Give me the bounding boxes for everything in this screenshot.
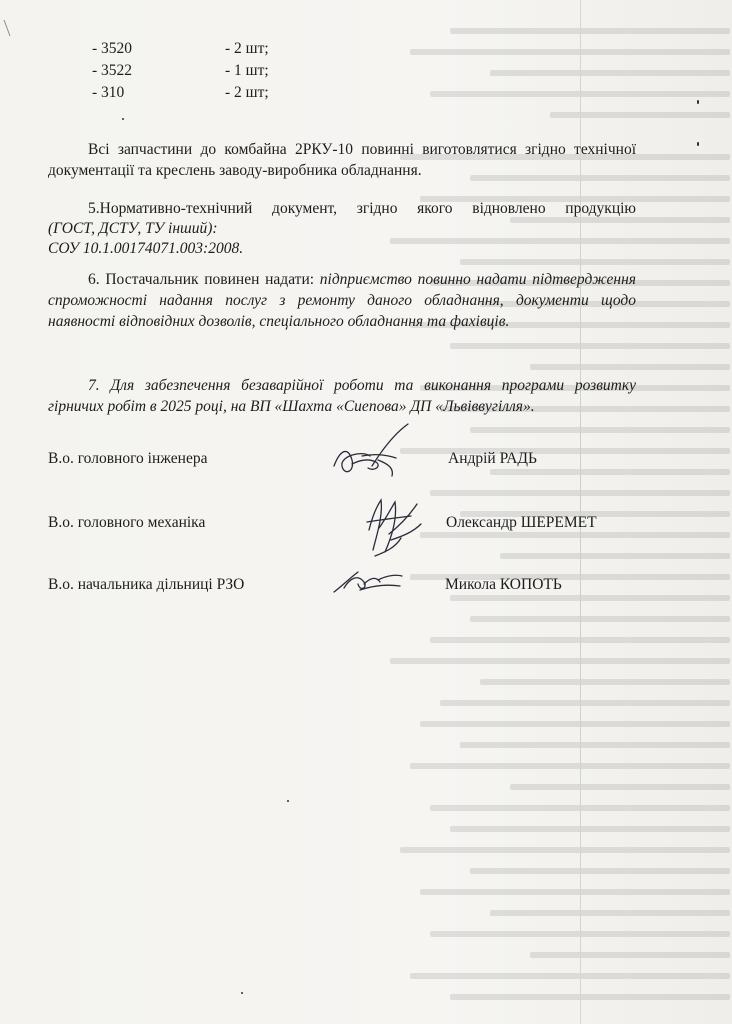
handwritten-signature-2	[355, 490, 445, 570]
signature-name: Андрій РАДЬ	[448, 450, 537, 467]
handwritten-signature-1	[322, 420, 432, 490]
list-item	[92, 61, 392, 81]
section-5-hint: (ГОСТ, ДСТУ, ТУ інший):	[48, 220, 218, 237]
section-7: 7. Для забезпечення безаварійної роботи та виконання програми розвитку гірничих робіт в 2025 році, на ВП «Шахта «Сиепова» ДП «Львіввугілля».	[48, 377, 636, 415]
scan-speck	[122, 118, 124, 120]
part-quantity: - 2 шт;	[225, 40, 269, 57]
part-quantity: - 1 шт;	[225, 62, 269, 79]
section-5-text: 5.Нормативно-технічний документ, згідно якого відновлено продукцію	[88, 200, 636, 217]
part-quantity: - 2 шт;	[225, 84, 269, 101]
scan-speck	[697, 100, 699, 104]
section-6-number: 6. Постачальник повинен надати:	[88, 271, 315, 288]
handwritten-signature-3	[330, 566, 410, 596]
spare-parts-paragraph: Всі запчастини до комбайна 2РКУ-10 повинні виготовлятися згідно технічної документації та креслень заводу-виробника обладнання.	[48, 141, 636, 179]
section-5	[48, 199, 636, 259]
section-6-italic-text: підприємство повинно надати підтвердження спроможності надання послуг з ремонту даного обладнання, документи щодо наявності відповідних дозволів, спеціального обладнання та фахівців.	[48, 271, 636, 330]
part-code: - 3522	[92, 62, 133, 79]
list-item	[92, 39, 392, 59]
scan-speck	[697, 142, 699, 146]
section-5-value: СОУ 10.1.00174071.003:2008.	[48, 240, 244, 257]
signature-name: Олександр ШЕРЕМЕТ	[446, 514, 597, 531]
signature-role: В.о. головного інженера	[48, 450, 208, 467]
signature-role: В.о. головного механіка	[48, 514, 206, 531]
signature-role: В.о. начальника дільниці РЗО	[48, 576, 245, 593]
signature-name: Микола КОПОТЬ	[445, 576, 562, 593]
list-item	[92, 83, 392, 103]
part-code: - 310	[92, 84, 125, 101]
scan-speck	[287, 800, 289, 802]
scan-speck	[241, 992, 243, 994]
part-code: - 3520	[92, 40, 133, 57]
section-6	[48, 269, 636, 332]
